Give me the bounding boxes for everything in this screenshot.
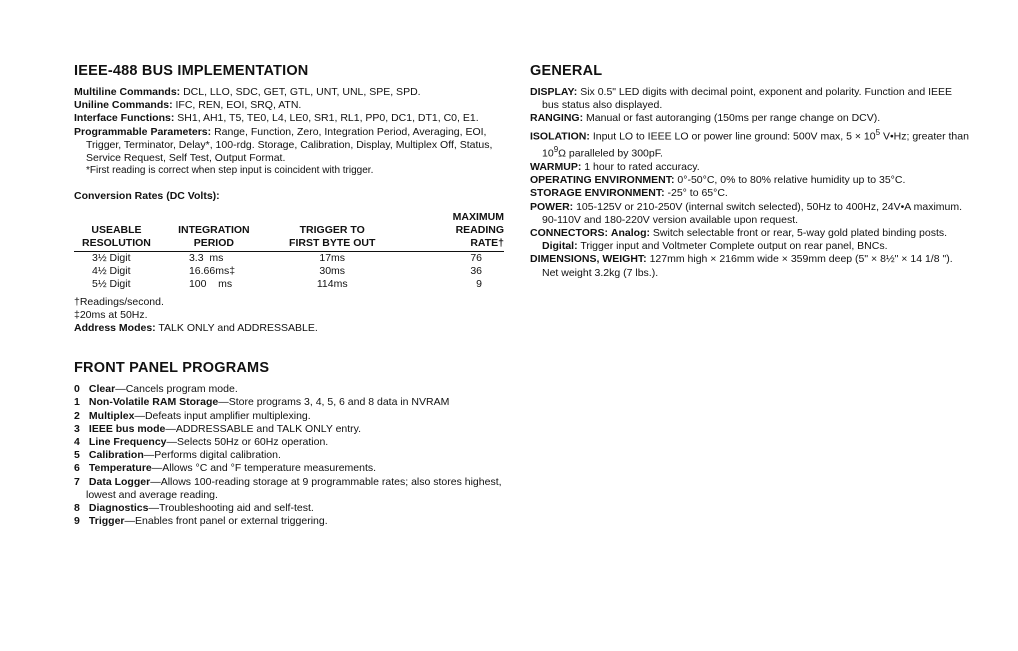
- program-number: 0: [74, 383, 80, 396]
- operating-label: OPERATING ENVIRONMENT:: [530, 174, 675, 187]
- list-item: [74, 515, 504, 528]
- warmup-label: WARMUP:: [530, 161, 582, 174]
- multiline-text: DCL, LLO, SDC, GET, GTL, UNT, UNL, SPE, SPD.: [183, 86, 421, 98]
- address-text: TALK ONLY and ADDRESSABLE.: [158, 321, 318, 334]
- list-item: [74, 410, 504, 423]
- uniline-commands: [74, 99, 504, 112]
- power-text: 105-125V or 210-250V (internal switch selected), 50Hz to 400Hz, 24V•A maximum. 90-110V and 180-220V version available upon request.: [542, 200, 963, 226]
- storage-text: -25° to 65°C.: [667, 187, 728, 200]
- power-label: POWER:: [530, 200, 574, 213]
- table-row: [74, 278, 504, 291]
- address-label: Address Modes:: [74, 321, 156, 334]
- header-period-line1: INTEGRATION: [178, 223, 250, 236]
- program-number: 3: [74, 422, 80, 435]
- list-item: [74, 476, 504, 502]
- program-number: 9: [74, 515, 80, 528]
- program-number: 5: [74, 449, 80, 462]
- program-name: Calibration: [88, 449, 144, 462]
- header-trigger-line2: FIRST BYTE OUT: [289, 236, 376, 249]
- program-name: Diagnostics: [88, 501, 149, 514]
- header-rate-line1: MAXIMUM: [452, 210, 504, 223]
- isolation-exponent-1: 5: [875, 127, 881, 137]
- row-resolution: 5½ Digit: [92, 278, 131, 291]
- multiline-label: Multiline Commands:: [74, 86, 181, 98]
- isolation-text-a: Input LO to IEEE LO or power line ground: 500V max, 5 × 10: [592, 130, 876, 143]
- program-desc: —Enables front panel or external triggering.: [124, 515, 328, 528]
- header-rate-line2: READING: [455, 223, 504, 236]
- program-number: 6: [74, 462, 80, 475]
- row-resolution: 4½ Digit: [92, 265, 131, 278]
- program-desc: —Store programs 3, 4, 5, 6 and 8 data in NVRAM: [218, 396, 450, 409]
- program-desc: —Performs digital calibration.: [143, 449, 281, 462]
- table-row: [74, 252, 504, 265]
- front-panel-title: FRONT PANEL PROGRAMS: [74, 360, 270, 377]
- spec-storage-environment: [530, 187, 970, 200]
- program-number: 2: [74, 409, 80, 422]
- spec-ranging: [530, 112, 970, 125]
- dimensions-text: 127mm high × 216mm wide × 359mm deep (5" × 8½" × 14 1/8 "). Net weight 3.2kg (7 lbs.).: [542, 253, 953, 279]
- general-section-title: GENERAL: [530, 63, 603, 79]
- programmable-parameters: [74, 126, 504, 166]
- ranging-text: Manual or fast autoranging (150ms per range change on DCV).: [586, 112, 881, 125]
- program-number: 8: [74, 501, 80, 514]
- program-desc: —Allows 100-reading storage at 9 programmable rates; also stores highest, lowest and average reading.: [86, 475, 502, 501]
- row-period: 3.3 ms: [188, 251, 224, 264]
- program-name: Clear: [88, 383, 116, 396]
- programmable-text: Range, Function, Zero, Integration Period, Averaging, EOI, Trigger, Terminator, Delay*, 100-rdg. Storage, Calibration, Display, Multiplex Off, Status, Service Request, Self Test, Output Format.: [86, 125, 493, 165]
- program-name: Non-Volatile RAM Storage: [88, 396, 219, 409]
- row-trigger: 114ms: [316, 278, 348, 291]
- program-desc: —Allows °C and °F temperature measurements.: [151, 462, 377, 475]
- dimensions-label: DIMENSIONS, WEIGHT:: [530, 253, 647, 266]
- row-trigger: 30ms: [319, 265, 346, 278]
- list-item: [74, 423, 504, 436]
- conversion-rates-label: Conversion Rates (DC Volts):: [74, 189, 220, 202]
- isolation-exponent-2: 9: [553, 145, 559, 155]
- spec-display: [530, 86, 970, 112]
- list-item: [74, 383, 504, 396]
- spec-isolation: [530, 126, 970, 161]
- row-period: 16.66ms‡: [188, 265, 236, 278]
- program-desc: —Troubleshooting aid and self-test.: [148, 501, 314, 514]
- storage-label: STORAGE ENVIRONMENT:: [530, 187, 665, 200]
- program-number: 7: [74, 475, 80, 488]
- spec-warmup: [530, 161, 970, 174]
- connectors-analog-text: Switch selectable front or rear, 5-way gold plated binding posts.: [652, 227, 948, 240]
- header-resolution-line2: RESOLUTION: [82, 236, 151, 249]
- program-desc: —Cancels program mode.: [115, 383, 238, 396]
- ranging-label: RANGING:: [530, 112, 584, 125]
- program-desc: —Defeats input amplifier multiplexing.: [134, 409, 311, 422]
- isolation-text-c: Ω paralleled by 300pF.: [558, 147, 663, 160]
- uniline-label: Uniline Commands:: [74, 99, 173, 112]
- address-modes: [74, 322, 504, 335]
- connectors-digital-text: Trigger input and Voltmeter Complete output on rear panel, BNCs.: [580, 240, 888, 253]
- isolation-text-b: V•Hz; greater than 10: [542, 130, 969, 160]
- uniline-text: IFC, REN, EOI, SRQ, ATN.: [175, 99, 302, 112]
- first-reading-note: *First reading is correct when step input is coincident with trigger.: [86, 165, 374, 177]
- interface-label: Interface Functions:: [74, 112, 175, 125]
- header-period: [159, 211, 269, 252]
- program-name: Trigger: [88, 515, 125, 528]
- list-item: [74, 462, 504, 475]
- header-resolution: [74, 211, 159, 252]
- program-name: Line Frequency: [88, 435, 167, 448]
- list-item: [74, 436, 504, 449]
- row-resolution: 3½ Digit: [92, 251, 131, 264]
- interface-functions: [74, 112, 504, 125]
- program-name: Multiplex: [88, 409, 135, 422]
- right-column: [530, 62, 970, 280]
- front-panel-programs: [74, 359, 504, 528]
- multiline-commands: [74, 86, 504, 99]
- table-row: [74, 265, 504, 278]
- row-rate: 9: [476, 278, 482, 291]
- list-item: [74, 449, 504, 462]
- list-item: [74, 502, 504, 515]
- program-list: [74, 383, 504, 528]
- header-trigger-line1: TRIGGER TO: [299, 223, 365, 236]
- left-column: [74, 62, 504, 528]
- program-desc: —ADDRESSABLE and TALK ONLY entry.: [165, 422, 362, 435]
- spec-dimensions: [530, 253, 970, 279]
- program-name: Data Logger: [88, 475, 151, 488]
- table-header-row: [74, 211, 504, 252]
- program-number: 1: [74, 396, 80, 409]
- footnote-readings: †Readings/second.: [74, 295, 164, 308]
- header-resolution-line1: USEABLE: [91, 223, 142, 236]
- row-rate: 36: [470, 265, 482, 278]
- connectors-analog-label: Analog:: [610, 227, 650, 240]
- program-desc: —Selects 50Hz or 60Hz operation.: [166, 435, 329, 448]
- program-number: 4: [74, 435, 80, 448]
- isolation-label: ISOLATION:: [530, 130, 590, 143]
- display-label: DISPLAY:: [530, 86, 578, 98]
- spec-operating-environment: [530, 174, 970, 187]
- spec-connectors: [530, 227, 970, 253]
- program-name: IEEE bus mode: [88, 422, 166, 435]
- header-rate-line3: RATE†: [470, 236, 504, 249]
- operating-text: 0°-50°C, 0% to 80% relative humidity up to 35°C.: [677, 174, 906, 187]
- row-trigger: 17ms: [319, 251, 346, 264]
- program-name: Temperature: [88, 462, 152, 475]
- connectors-digital-label: Digital:: [542, 240, 578, 253]
- spec-power: [530, 201, 970, 227]
- programmable-label: Programmable Parameters:: [74, 125, 212, 138]
- ieee-section-title: IEEE-488 BUS IMPLEMENTATION: [74, 63, 309, 79]
- header-rate: [396, 211, 504, 252]
- display-text: Six 0.5" LED digits with decimal point, exponent and polarity. Function and IEEE bus status also displayed.: [542, 86, 953, 112]
- row-rate: 76: [470, 251, 482, 264]
- interface-text: SH1, AH1, T5, TE0, L4, LE0, SR1, RL1, PP0, DC1, DT1, C0, E1.: [177, 112, 479, 125]
- warmup-text: 1 hour to rated accuracy.: [584, 161, 700, 174]
- header-period-line2: PERIOD: [193, 236, 234, 249]
- connectors-label: CONNECTORS:: [530, 227, 608, 240]
- list-item: [74, 396, 504, 409]
- conversion-rates-table: [74, 211, 504, 292]
- row-period: 100 ms: [188, 278, 233, 291]
- footnote-20ms: ‡20ms at 50Hz.: [74, 308, 148, 321]
- header-trigger: [269, 211, 396, 252]
